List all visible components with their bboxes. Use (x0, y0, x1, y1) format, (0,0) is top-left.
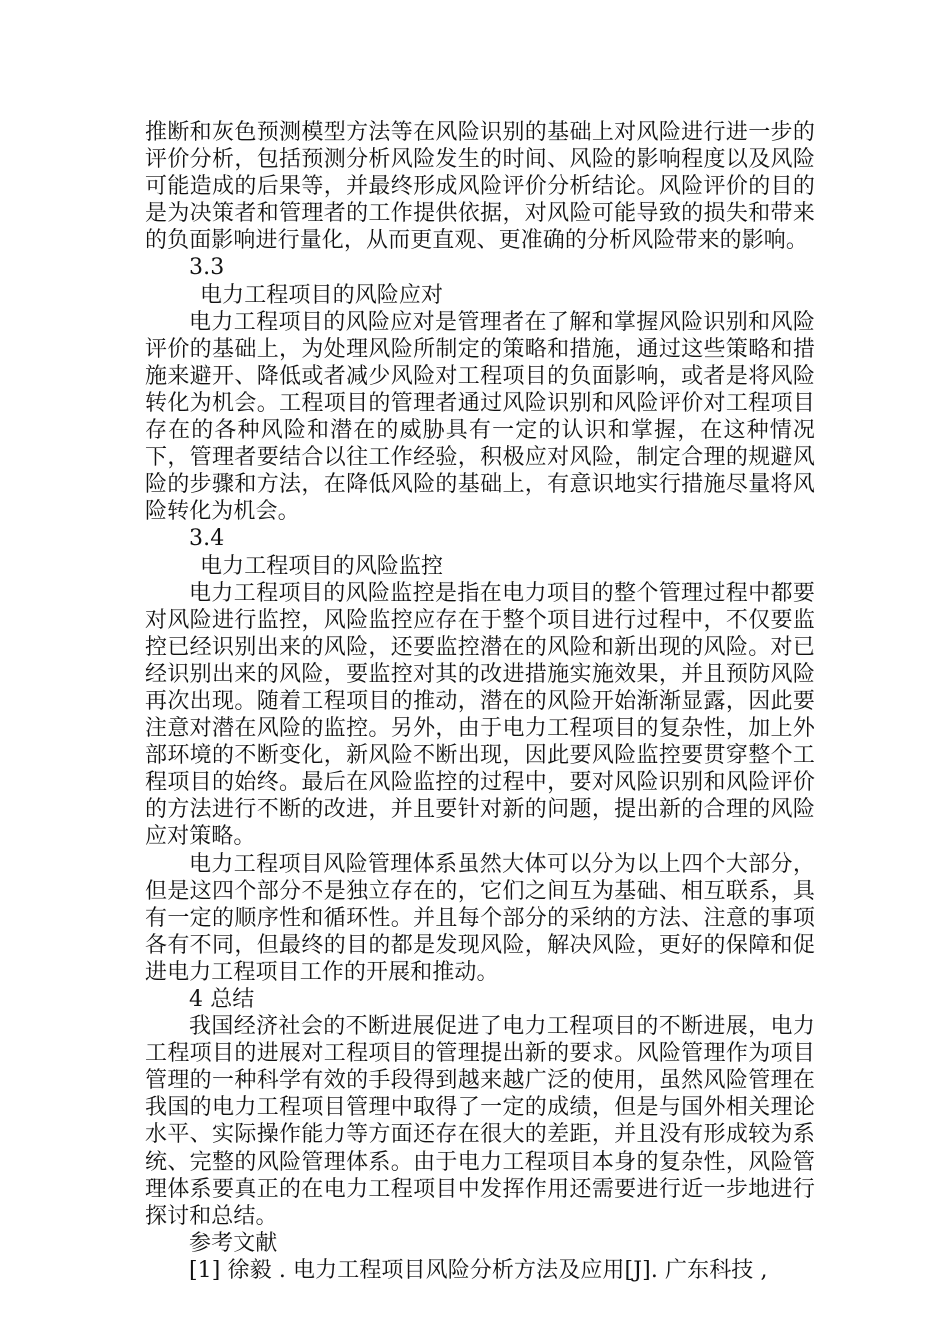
paragraph-conclusion: 我国经济社会的不断进展促进了电力工程项目的不断进展，电力工程项目的进展对工程项目的管理提出新的要求。风险管理作为项目管理的一种科学有效的手段得到越来越广泛的使用，虽然风险管理在我国的电力工程项目管理中取得了一定的成绩，但是与国外相关理论水平、实际操作能力等方面还存在很大的差距，并且没有形成较为系统、完整的风险管理体系。由于电力工程项目本身的复杂性，风险管理体系要真正的在电力工程项目中发挥作用还需要进行近一步地进行探讨和总结。 (145, 1014, 815, 1229)
section-3-4-title: 电力工程项目的风险监控 (200, 553, 444, 579)
section-3-4-number: 3.4 (189, 526, 225, 552)
paragraph-risk-monitoring: 电力工程项目的风险监控是指在电力项目的整个管理过程中都要对风险进行监控，风险监控应存在于整个项目进行过程中，不仅要监控已经识别出来的风险，还要监控潜在的风险和新出现的风险。对已经识别出来的风险，要监控对其的改进措施实施效果，并且预防风险再次出现。随着工程项目的推动，潜在的风险开始渐渐显露，因此要注意对潜在风险的监控。另外，由于电力工程项目的复杂性，加上外部环境的不断变化，新风险不断出现，因此要风险监控要贯穿整个工程项目的始终。最后在风险监控的过程中，要对风险识别和风险评价的方法进行不断的改进，并且要针对新的问题，提出新的合理的风险应对策略。 (145, 580, 815, 850)
paragraph-risk-response: 电力工程项目的风险应对是管理者在了解和掌握风险识别和风险评价的基础上，为处理风险所制定的策略和措施，通过这些策略和措施来避开、降低或者减少风险对工程项目的负面影响，或者是将风险转化为机会。工程项目的管理者通过风险识别和风险评价对工程项目存在的各种风险和潜在的威胁具有一定的认识和掌握，在这种情况下，管理者要结合以往工作经验，积极应对风险，制定合理的规避风险的步骤和方法，在降低风险的基础上，有意识地实行措施尽量将风险转化为机会。 (145, 309, 815, 525)
section-3-3-number: 3.3 (189, 255, 225, 281)
paragraph-risk-system-summary: 电力工程项目风险管理体系虽然大体可以分为以上四个大部分，但是这四个部分不是独立存在的，它们之间互为基础、相互联系，具有一定的顺序性和循环性。并且每个部分的采纳的方法、注意的事项各有不同，但最终的目的都是发现风险，解决风险，更好的保障和促进电力工程项目工作的开展和推动。 (145, 851, 815, 985)
section-4-heading: 4 总结 (189, 987, 255, 1012)
section-3-3-title: 电力工程项目的风险应对 (200, 282, 444, 308)
document-page (145, 119, 815, 1284)
references-heading: 参考文献 (189, 1230, 278, 1256)
paragraph-risk-evaluation-tail: 推断和灰色预测模型方法等在风险识别的基础上对风险进行进一步的评价分析，包括预测分析风险发生的时间、风险的影响程度以及风险可能造成的后果等，并最终形成风险评价分析结论。风险评价的目的是为决策者和管理者的工作提供依据，对风险可能导致的损失和带来的负面影响进行量化，从而更直观、更准确的分析风险带来的影响。 (145, 120, 815, 254)
reference-item-1: [1] 徐毅 . 电力工程项目风险分析方法及应用[J]. 广东科技 , (189, 1257, 768, 1283)
